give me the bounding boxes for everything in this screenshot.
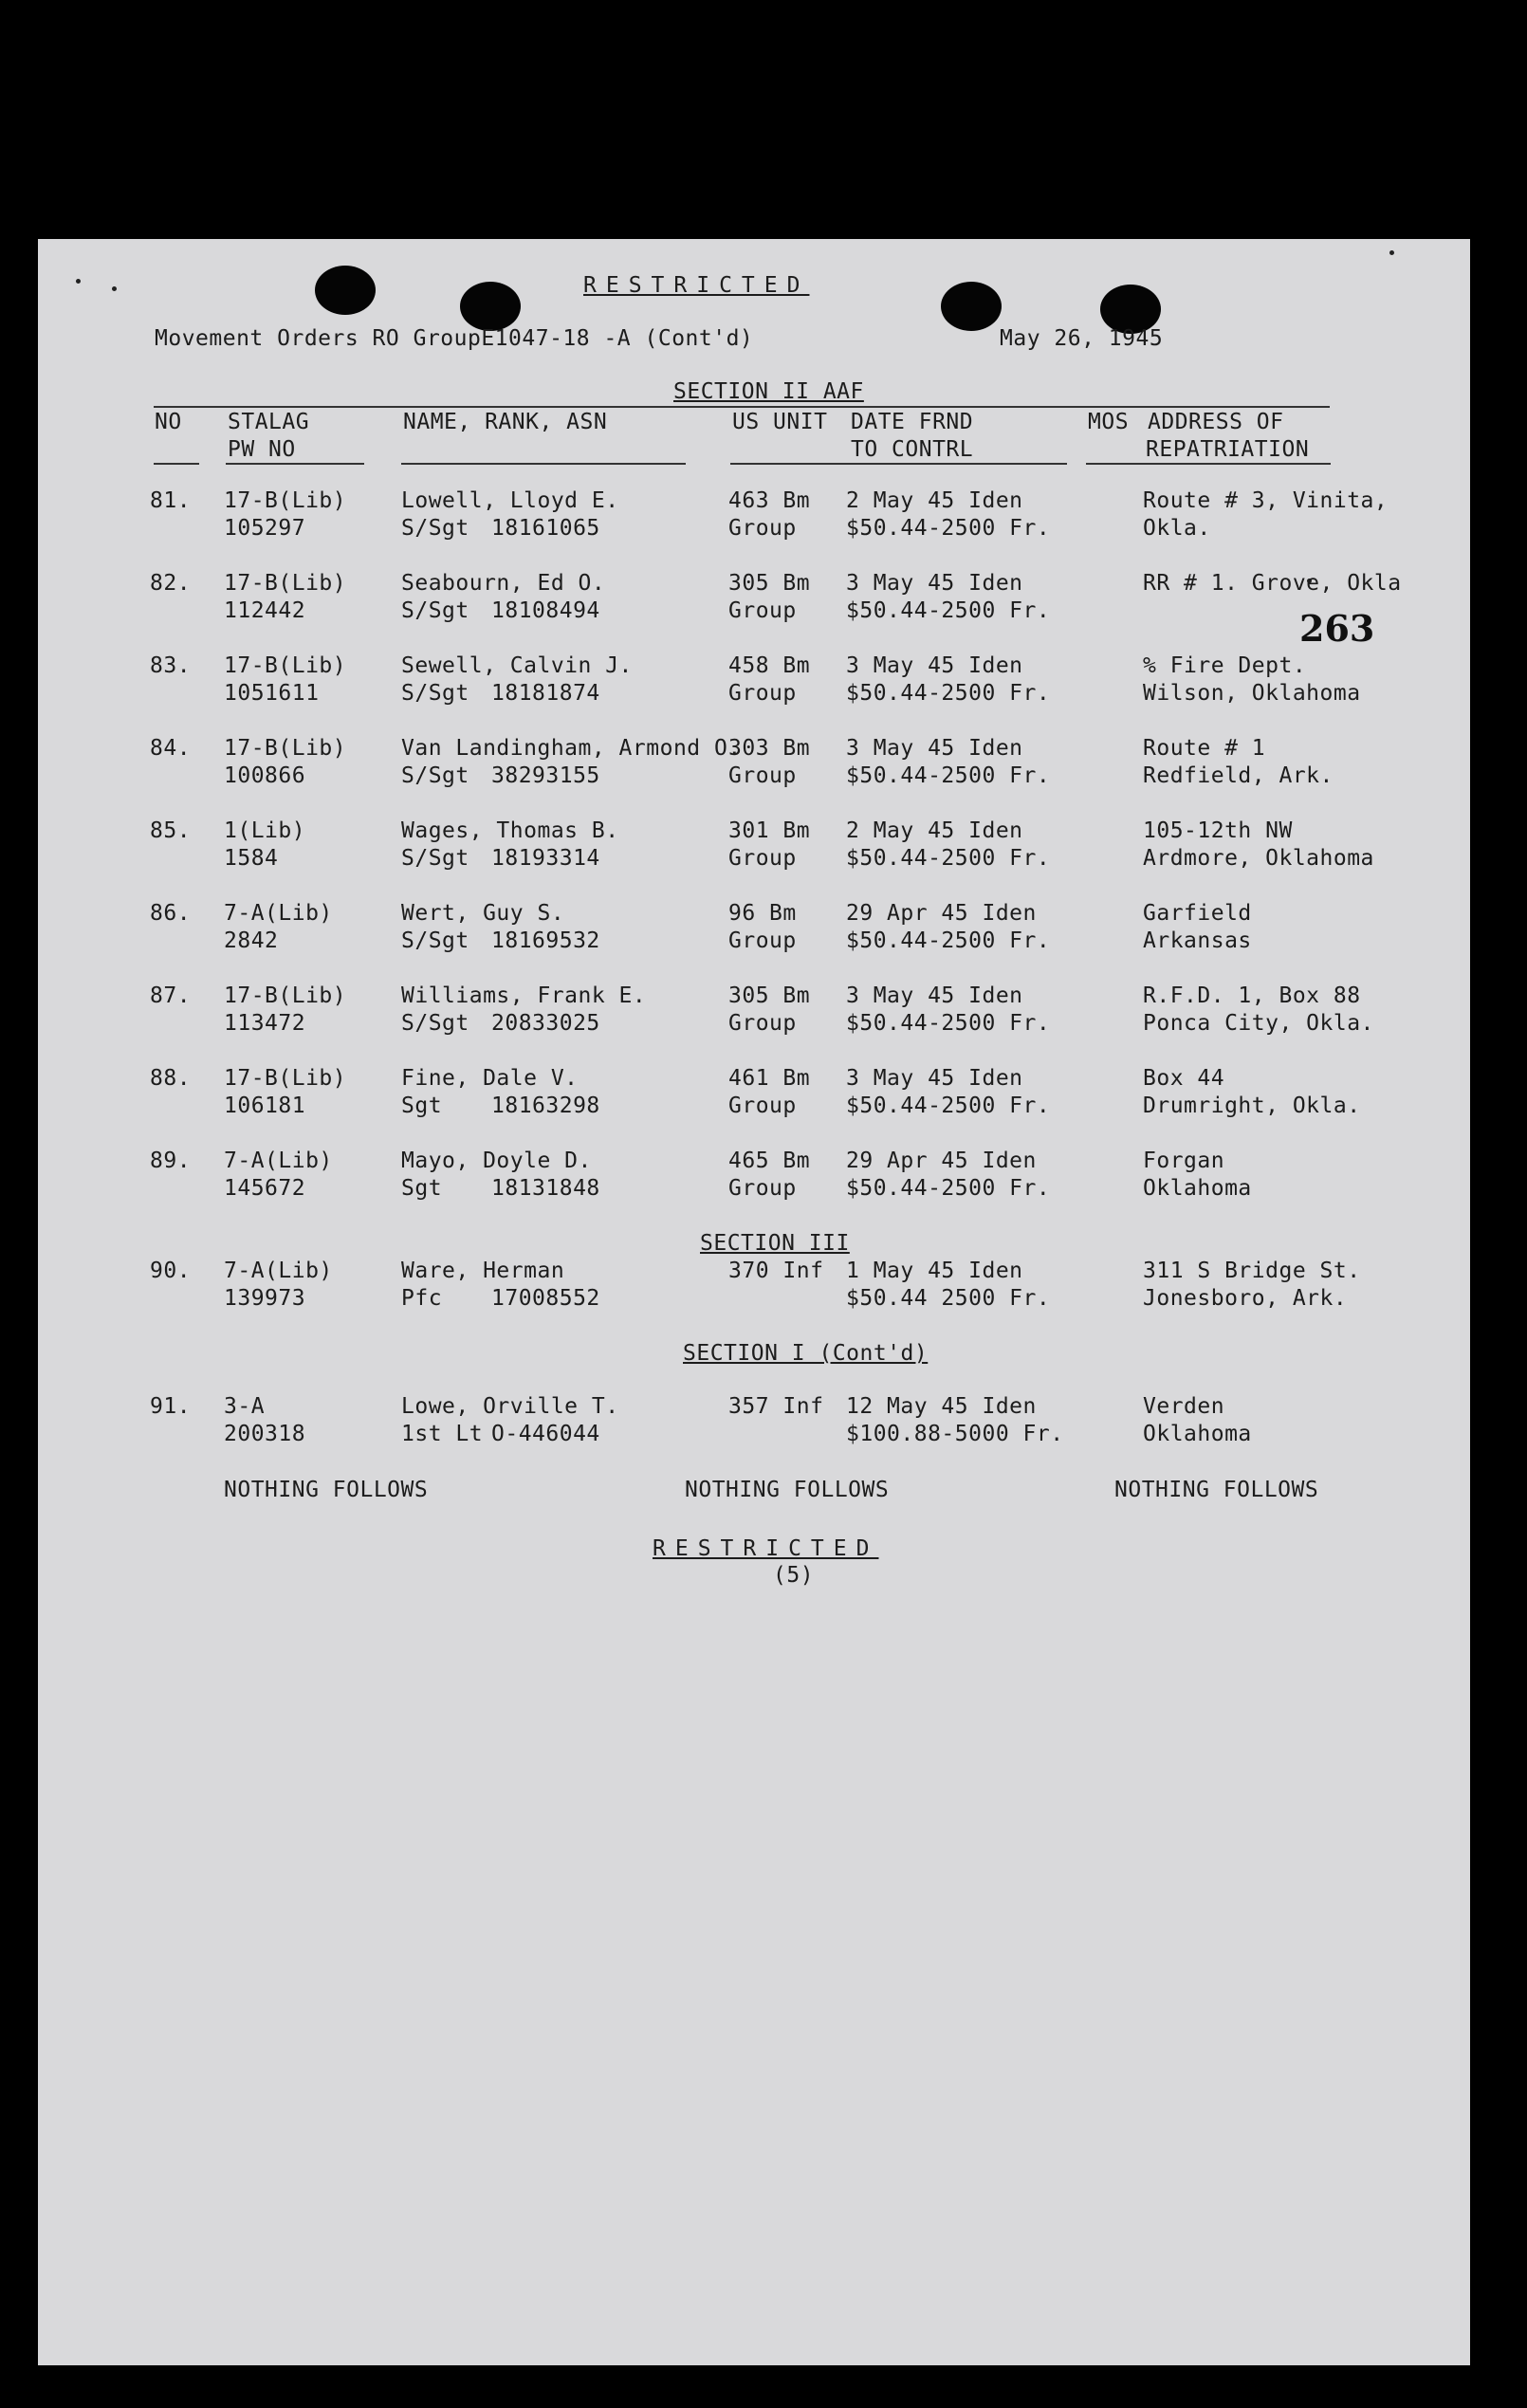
- speck: [1389, 250, 1394, 255]
- nothing-follows-left: NOTHING FOLLOWS: [224, 1478, 429, 1502]
- row-pay: $50.44-2500 Fr.: [846, 846, 1051, 871]
- row-pw-no: 2842: [224, 928, 279, 953]
- col-unit: US UNIT: [732, 410, 828, 434]
- table-row: [38, 1149, 1470, 1215]
- table-row: [38, 488, 1470, 555]
- row-group: Group: [728, 1176, 797, 1201]
- row-name: Van Landingham, Armond O.: [401, 736, 742, 761]
- row-date: 12 May 45 Iden: [846, 1394, 1037, 1419]
- row-name: Wages, Thomas B.: [401, 818, 619, 843]
- col-address-2: REPATRIATION: [1146, 437, 1310, 462]
- row-address-2: Okla.: [1143, 516, 1211, 541]
- row-stalag: 7-A(Lib): [224, 1259, 333, 1283]
- row-stalag: 17-B(Lib): [224, 736, 347, 761]
- row-name: Seabourn, Ed O.: [401, 571, 606, 596]
- row-group: Group: [728, 763, 797, 788]
- row-unit: 458 Bm: [728, 653, 811, 678]
- row-pw-no: 112442: [224, 598, 306, 623]
- punch-hole: [315, 266, 376, 315]
- row-pay: $50.44-2500 Fr.: [846, 763, 1051, 788]
- row-name: Fine, Dale V.: [401, 1066, 579, 1091]
- row-rank: S/Sgt: [401, 516, 469, 541]
- row-pay: $50.44-2500 Fr.: [846, 1011, 1051, 1036]
- row-rank: S/Sgt: [401, 1011, 469, 1036]
- row-no: 91.: [150, 1394, 192, 1419]
- stamp-number: 263: [1299, 607, 1375, 650]
- row-asn: 18181874: [491, 681, 600, 706]
- row-rank: 1st Lt: [401, 1422, 484, 1446]
- row-address-2: Drumright, Okla.: [1143, 1094, 1361, 1118]
- row-pay: $50.44-2500 Fr.: [846, 928, 1051, 953]
- table-row: [38, 901, 1470, 967]
- row-unit: 305 Bm: [728, 571, 811, 596]
- row-name: Sewell, Calvin J.: [401, 653, 633, 678]
- row-stalag: 1(Lib): [224, 818, 306, 843]
- col-name: NAME, RANK, ASN: [403, 410, 608, 434]
- classification-top: RESTRICTED: [583, 273, 810, 298]
- document-page: [38, 239, 1470, 2365]
- row-rank: S/Sgt: [401, 763, 469, 788]
- row-unit: 305 Bm: [728, 983, 811, 1008]
- header-rule-stalag: [226, 463, 364, 465]
- row-address: % Fire Dept.: [1143, 653, 1307, 678]
- punch-hole: [460, 282, 521, 331]
- row-asn: 18108494: [491, 598, 600, 623]
- row-no: 89.: [150, 1149, 192, 1173]
- row-pw-no: 145672: [224, 1176, 306, 1201]
- header-top-rule: [154, 406, 1330, 408]
- section-i-title: SECTION I (Cont'd): [683, 1341, 929, 1366]
- row-asn: 18193314: [491, 846, 600, 871]
- col-address: ADDRESS OF: [1148, 410, 1284, 434]
- row-pay: $100.88-5000 Fr.: [846, 1422, 1064, 1446]
- table-row: [38, 818, 1470, 885]
- row-stalag: 3-A: [224, 1394, 266, 1419]
- row-pw-no: 100866: [224, 763, 306, 788]
- row-stalag: 7-A(Lib): [224, 1149, 333, 1173]
- row-asn: 18163298: [491, 1094, 600, 1118]
- row-date: 3 May 45 Iden: [846, 736, 1023, 761]
- punch-hole: [941, 282, 1002, 331]
- row-address-2: Oklahoma: [1143, 1422, 1252, 1446]
- table-row: [38, 983, 1470, 1050]
- row-pw-no: 139973: [224, 1286, 306, 1311]
- row-no: 87.: [150, 983, 192, 1008]
- row-unit: 96 Bm: [728, 901, 797, 926]
- row-unit: 303 Bm: [728, 736, 811, 761]
- row-asn: 18169532: [491, 928, 600, 953]
- order-date: May 26, 1945: [1000, 326, 1164, 351]
- table-row: [38, 1394, 1470, 1461]
- row-asn: 18131848: [491, 1176, 600, 1201]
- row-pay: $50.44-2500 Fr.: [846, 1094, 1051, 1118]
- row-rank: S/Sgt: [401, 846, 469, 871]
- row-pay: $50.44 2500 Fr.: [846, 1286, 1051, 1311]
- row-stalag: 17-B(Lib): [224, 488, 347, 513]
- row-rank: Pfc: [401, 1286, 443, 1311]
- row-name: Williams, Frank E.: [401, 983, 647, 1008]
- row-asn: 17008552: [491, 1286, 600, 1311]
- row-no: 84.: [150, 736, 192, 761]
- row-address: Verden: [1143, 1394, 1225, 1419]
- row-pw-no: 1051611: [224, 681, 320, 706]
- row-stalag: 17-B(Lib): [224, 1066, 347, 1091]
- col-stalag: STALAG: [228, 410, 310, 434]
- row-address-2: Arkansas: [1143, 928, 1252, 953]
- row-unit: 465 Bm: [728, 1149, 811, 1173]
- section-iii-title: SECTION III: [700, 1231, 850, 1256]
- row-group: Group: [728, 598, 797, 623]
- header-rule-unit: [730, 463, 1067, 465]
- row-no: 90.: [150, 1259, 192, 1283]
- row-stalag: 17-B(Lib): [224, 571, 347, 596]
- row-address: Route # 3, Vinita,: [1143, 488, 1389, 513]
- row-name: Ware, Herman: [401, 1259, 565, 1283]
- row-address: Box 44: [1143, 1066, 1225, 1091]
- row-no: 83.: [150, 653, 192, 678]
- row-group: Group: [728, 846, 797, 871]
- table-row: [38, 653, 1470, 720]
- row-rank: Sgt: [401, 1094, 443, 1118]
- row-stalag: 7-A(Lib): [224, 901, 333, 926]
- row-group: Group: [728, 1011, 797, 1036]
- row-pw-no: 1584: [224, 846, 279, 871]
- row-no: 82.: [150, 571, 192, 596]
- row-rank: S/Sgt: [401, 681, 469, 706]
- row-address-2: Ponca City, Okla.: [1143, 1011, 1374, 1036]
- speck: [76, 279, 81, 284]
- header-rule-no: [154, 463, 199, 465]
- row-asn: 20833025: [491, 1011, 600, 1036]
- row-date: 29 Apr 45 Iden: [846, 901, 1037, 926]
- row-pw-no: 200318: [224, 1422, 306, 1446]
- row-date: 2 May 45 Iden: [846, 818, 1023, 843]
- row-unit: 357 Inf: [728, 1394, 824, 1419]
- nothing-follows-center: NOTHING FOLLOWS: [685, 1478, 890, 1502]
- col-date-2: TO CONTRL: [851, 437, 974, 462]
- row-unit: 463 Bm: [728, 488, 811, 513]
- col-no: NO: [155, 410, 182, 434]
- row-stalag: 17-B(Lib): [224, 653, 347, 678]
- row-pay: $50.44-2500 Fr.: [846, 681, 1051, 706]
- table-row: [38, 1066, 1470, 1132]
- row-no: 86.: [150, 901, 192, 926]
- row-pw-no: 105297: [224, 516, 306, 541]
- speck: [112, 286, 117, 291]
- col-date: DATE FRND: [851, 410, 974, 434]
- row-unit: 301 Bm: [728, 818, 811, 843]
- row-date: 29 Apr 45 Iden: [846, 1149, 1037, 1173]
- row-group: Group: [728, 928, 797, 953]
- row-no: 88.: [150, 1066, 192, 1091]
- row-group: Group: [728, 681, 797, 706]
- row-asn: O-446044: [491, 1422, 600, 1446]
- row-pw-no: 113472: [224, 1011, 306, 1036]
- row-address: 311 S Bridge St.: [1143, 1259, 1361, 1283]
- row-name: Mayo, Doyle D.: [401, 1149, 592, 1173]
- table-row: [38, 571, 1470, 637]
- row-date: 3 May 45 Iden: [846, 983, 1023, 1008]
- row-date: 3 May 45 Iden: [846, 571, 1023, 596]
- row-address-2: Ardmore, Oklahoma: [1143, 846, 1374, 871]
- col-mos: MOS: [1088, 410, 1130, 434]
- row-rank: S/Sgt: [401, 928, 469, 953]
- row-address-2: Redfield, Ark.: [1143, 763, 1334, 788]
- row-address: Forgan: [1143, 1149, 1225, 1173]
- header-rule-address: [1086, 463, 1331, 465]
- row-address-2: Oklahoma: [1143, 1176, 1252, 1201]
- row-date: 3 May 45 Iden: [846, 653, 1023, 678]
- row-address: 105-12th NW: [1143, 818, 1293, 843]
- row-unit: 370 Inf: [728, 1259, 824, 1283]
- row-pay: $50.44-2500 Fr.: [846, 598, 1051, 623]
- row-date: 2 May 45 Iden: [846, 488, 1023, 513]
- row-pay: $50.44-2500 Fr.: [846, 1176, 1051, 1201]
- row-pw-no: 106181: [224, 1094, 306, 1118]
- classification-bottom: RESTRICTED: [653, 1536, 879, 1561]
- row-address: RR # 1. Grove, Okla: [1143, 571, 1402, 596]
- nothing-follows-right: NOTHING FOLLOWS: [1114, 1478, 1319, 1502]
- page-number: (5): [773, 1563, 815, 1588]
- header-rule-name: [401, 463, 686, 465]
- row-no: 85.: [150, 818, 192, 843]
- order-line: Movement Orders RO GroupE1047-18 -A (Cont'd): [155, 326, 754, 351]
- table-row: [38, 736, 1470, 802]
- row-group: Group: [728, 1094, 797, 1118]
- row-rank: Sgt: [401, 1176, 443, 1201]
- row-address: R.F.D. 1, Box 88: [1143, 983, 1361, 1008]
- row-rank: S/Sgt: [401, 598, 469, 623]
- row-name: Lowe, Orville T.: [401, 1394, 619, 1419]
- row-asn: 38293155: [491, 763, 600, 788]
- row-address-2: Wilson, Oklahoma: [1143, 681, 1361, 706]
- row-address: Garfield: [1143, 901, 1252, 926]
- section-title: SECTION II AAF: [673, 379, 864, 404]
- row-no: 81.: [150, 488, 192, 513]
- row-asn: 18161065: [491, 516, 600, 541]
- table-row: [38, 1259, 1470, 1325]
- row-group: Group: [728, 516, 797, 541]
- row-name: Lowell, Lloyd E.: [401, 488, 619, 513]
- col-pw-no: PW NO: [228, 437, 296, 462]
- row-date: 3 May 45 Iden: [846, 1066, 1023, 1091]
- row-name: Wert, Guy S.: [401, 901, 565, 926]
- row-address: Route # 1: [1143, 736, 1266, 761]
- row-pay: $50.44-2500 Fr.: [846, 516, 1051, 541]
- row-address-2: Jonesboro, Ark.: [1143, 1286, 1348, 1311]
- row-date: 1 May 45 Iden: [846, 1259, 1023, 1283]
- row-unit: 461 Bm: [728, 1066, 811, 1091]
- row-stalag: 17-B(Lib): [224, 983, 347, 1008]
